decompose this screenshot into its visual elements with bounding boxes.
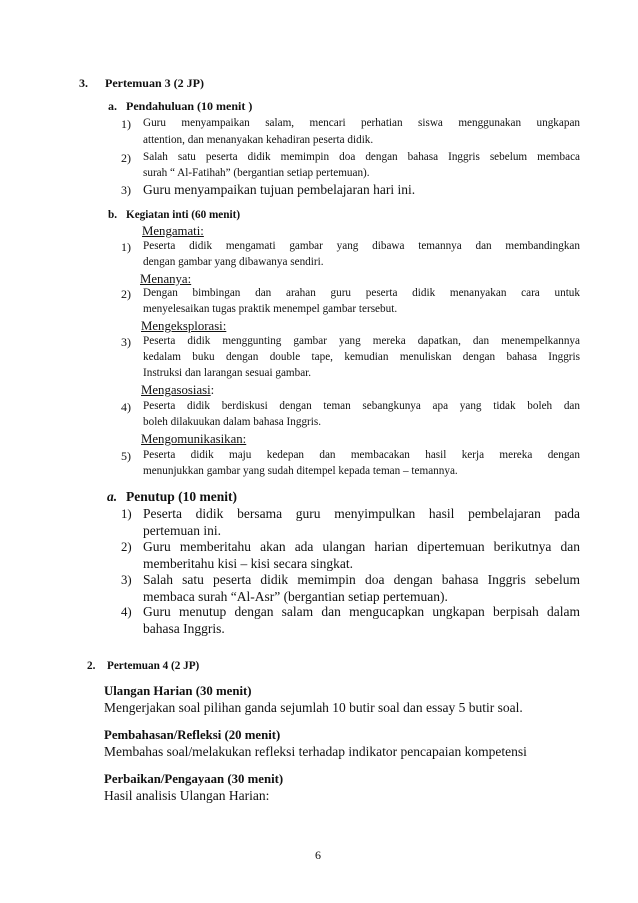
step-mengeksplorasi-label: Mengeksplorasi: bbox=[141, 319, 227, 333]
pendahuluan-title: Pendahuluan (10 menit ) bbox=[126, 99, 253, 113]
step-2-line-2: menyelesaikan tugas praktik menempel gambar tersebut. bbox=[143, 303, 398, 315]
step-3-line-2: kedalam buku dengan double tape, kemudian menuliskan dengan bahasa Inggris bbox=[143, 351, 580, 363]
pendahuluan-item-2-line-2: surah “ Al-Fatihah” (bergantian setiap pertemuan). bbox=[143, 167, 370, 179]
penutup-item-2-number: 2) bbox=[121, 540, 132, 554]
step-mengamati-label: Mengamati: bbox=[142, 224, 204, 238]
step-3-number: 3) bbox=[121, 335, 131, 349]
pendahuluan-item-2-line-1: Salah satu peserta didik memimpin doa dengan bahasa Inggris sebelum membaca bbox=[143, 151, 580, 163]
step-mengasosiasi-word: Mengasosiasi bbox=[141, 383, 211, 397]
pendahuluan-item-1-number: 1) bbox=[121, 117, 131, 131]
penutup-item-3-line-2: membaca surah “Al-Asr” (bergantian setiap pertemuan). bbox=[143, 589, 448, 604]
step-4-line-1: Peserta didik berdiskusi dengan teman sebangkunya apa yang tidak boleh dan bbox=[143, 400, 580, 412]
penutup-title: Penutup (10 menit) bbox=[126, 489, 237, 504]
penutup-item-1-line-1: Peserta didik bersama guru menyimpulkan hasil pembelajaran pada bbox=[143, 506, 580, 521]
penutup-item-2-line-1: Guru memberitahu akan ada ulangan harian dipertemuan berikutnya dan bbox=[143, 539, 580, 554]
pendahuluan-item-3-number: 3) bbox=[121, 183, 131, 197]
step-5-number: 5) bbox=[121, 449, 131, 463]
step-mengasosiasi-label bbox=[141, 384, 214, 397]
pembahasan-text: Membahas soal/melakukan refleksi terhadap indikator pencapaian kompetensi bbox=[104, 744, 527, 759]
ulangan-harian-text: Mengerjakan soal pilihan ganda sejumlah 10 butir soal dan essay 5 butir soal. bbox=[104, 700, 523, 715]
pendahuluan-item-1-line-1: Guru menyampaikan salam, mencari perhatian siswa menggunakan ungkapan bbox=[143, 117, 580, 129]
penutup-item-1-line-2: pertemuan ini. bbox=[143, 523, 221, 538]
step-1-number: 1) bbox=[121, 240, 131, 254]
step-5-line-2: menunjukkan gambar yang sudah ditempel kepada teman – temannya. bbox=[143, 465, 458, 477]
section-4-title: Pertemuan 4 (2 JP) bbox=[107, 660, 200, 672]
section-3-title: Pertemuan 3 (2 JP) bbox=[105, 76, 204, 90]
step-3-line-1: Peserta didik menggunting gambar yang mereka dapatkan, dan menempelkannya bbox=[143, 335, 580, 347]
penutup-item-2-line-2: memberitahu kisi – kisi secara singkat. bbox=[143, 556, 353, 571]
step-mengomunikasikan-label: Mengomunikasikan: bbox=[141, 432, 247, 446]
pendahuluan-item-3-line-1: Guru menyampaikan tujuan pembelajaran hari ini. bbox=[143, 182, 416, 197]
penutup-item-1-number: 1) bbox=[121, 507, 132, 521]
step-3-line-3: Instruksi dan larangan sesuai gambar. bbox=[143, 367, 312, 379]
step-1-line-2: dengan gambar yang dibawanya sendiri. bbox=[143, 256, 324, 268]
pendahuluan-item-1-line-2: attention, dan menanyakan kehadiran peserta didik. bbox=[143, 134, 374, 146]
step-5-line-1: Peserta didik maju kedepan dan membacakan hasil kerja mereka dengan bbox=[143, 449, 580, 461]
penutup-item-3-number: 3) bbox=[121, 573, 132, 587]
perbaikan-text: Hasil analisis Ulangan Harian: bbox=[104, 788, 270, 803]
penutup-item-4-line-1: Guru menutup dengan salam dan mengucapkan ungkapan berpisah dalam bbox=[143, 604, 580, 619]
step-2-line-1: Dengan bimbingan dan arahan guru peserta didik menanyakan cara untuk bbox=[143, 287, 580, 299]
section-4-number: 2. bbox=[87, 660, 96, 672]
pembahasan-heading: Pembahasan/Refleksi (20 menit) bbox=[104, 728, 281, 742]
step-4-number: 4) bbox=[121, 400, 131, 414]
kegiatan-inti-title: Kegiatan inti (60 menit) bbox=[126, 209, 241, 221]
penutup-item-4-line-2: bahasa Inggris. bbox=[143, 621, 225, 636]
kegiatan-inti-letter: b. bbox=[108, 209, 118, 221]
step-4-line-2: boleh dilakuukan dalam bahasa Inggris. bbox=[143, 416, 322, 428]
perbaikan-heading: Perbaikan/Pengayaan (30 menit) bbox=[104, 772, 284, 786]
section-3-number: 3. bbox=[79, 76, 88, 90]
penutup-letter: a. bbox=[107, 489, 118, 504]
pendahuluan-letter: a. bbox=[108, 99, 117, 113]
penutup-item-4-number: 4) bbox=[121, 605, 132, 619]
penutup-item-3-line-1: Salah satu peserta didik memimpin doa dengan bahasa Inggris sebelum bbox=[143, 572, 580, 587]
ulangan-harian-heading: Ulangan Harian (30 menit) bbox=[104, 684, 252, 698]
step-2-number: 2) bbox=[121, 287, 131, 301]
step-1-line-1: Peserta didik mengamati gambar yang dibawa temannya dan membandingkan bbox=[143, 240, 580, 252]
step-menanya-label: Menanya: bbox=[140, 272, 192, 286]
pendahuluan-item-2-number: 2) bbox=[121, 151, 131, 165]
step-mengasosiasi-colon: : bbox=[210, 383, 215, 397]
page-number: 6 bbox=[315, 848, 321, 862]
